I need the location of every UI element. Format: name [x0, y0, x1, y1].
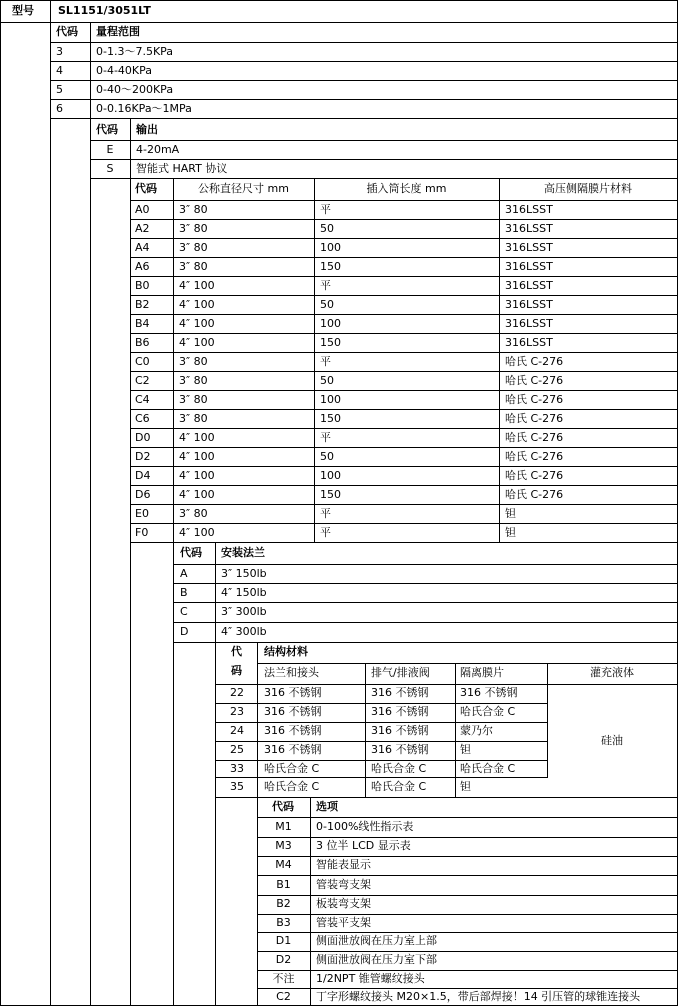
grid-line	[215, 703, 548, 704]
material-header-flange: 法兰和接头	[264, 666, 319, 679]
diaphragm-code: D4	[135, 469, 151, 482]
grid-line	[130, 523, 678, 524]
flange-code-header: 代码	[180, 546, 202, 559]
material-vent: 316 不锈钢	[371, 686, 429, 699]
diaphragm-diameter: 4″ 100	[179, 317, 215, 330]
grid-line	[130, 371, 678, 372]
diaphragm-code: B4	[135, 317, 150, 330]
diaphragm-length: 150	[320, 488, 341, 501]
output-code: S	[106, 162, 114, 175]
diaphragm-diameter: 3″ 80	[179, 222, 208, 235]
material-flange: 316 不锈钢	[264, 724, 322, 737]
grid-line	[0, 0, 678, 1]
material-diaphragm: 蒙乃尔	[460, 724, 493, 737]
material-vent: 316 不锈钢	[371, 743, 429, 756]
material-vent: 316 不锈钢	[371, 724, 429, 737]
model-value: SL1151/3051LT	[58, 4, 151, 17]
diaphragm-diameter: 3″ 80	[179, 241, 208, 254]
grid-line	[215, 542, 216, 643]
diaphragm-material: 316LSST	[505, 317, 553, 330]
grid-line	[215, 797, 678, 798]
diaphragm-diameter: 4″ 100	[179, 488, 215, 501]
grid-line	[310, 797, 311, 1006]
diaphragm-material: 316LSST	[505, 298, 553, 311]
diaphragm-diameter: 3″ 80	[179, 507, 208, 520]
diaphragm-code: C6	[135, 412, 150, 425]
diaphragm-length: 100	[320, 317, 341, 330]
grid-line	[130, 428, 678, 429]
option-value: 智能表显示	[316, 858, 371, 871]
grid-line	[130, 178, 131, 1006]
diaphragm-diameter: 3″ 80	[179, 393, 208, 406]
diaphragm-diameter: 4″ 100	[179, 298, 215, 311]
grid-line	[257, 856, 678, 857]
output-value: 智能式 HART 协议	[136, 162, 228, 175]
diaphragm-material: 哈氏 C-276	[505, 355, 564, 368]
output-value: 4-20mA	[136, 143, 180, 156]
diaphragm-code: A4	[135, 241, 150, 254]
flange-value: 4″ 150lb	[221, 586, 267, 599]
diaphragm-length: 平	[320, 279, 331, 292]
diaphragm-code: E0	[135, 507, 149, 520]
grid-line	[173, 564, 678, 565]
flange-code: C	[180, 605, 188, 618]
material-vent: 哈氏合金 C	[371, 762, 427, 775]
flange-code: A	[180, 567, 188, 580]
diaphragm-material: 316LSST	[505, 336, 553, 349]
diaphragm-diameter: 3″ 80	[179, 355, 208, 368]
grid-line	[50, 61, 678, 62]
grid-line	[173, 583, 678, 584]
diaphragm-length: 平	[320, 203, 331, 216]
diaphragm-diameter: 3″ 80	[179, 203, 208, 216]
grid-line	[257, 817, 678, 818]
material-fill-value: 硅油	[601, 734, 623, 747]
option-code: C2	[276, 990, 291, 1003]
grid-line	[173, 542, 174, 1006]
grid-line	[90, 118, 91, 1006]
diaphragm-length: 平	[320, 507, 331, 520]
grid-line	[257, 970, 678, 971]
grid-line	[50, 0, 51, 23]
diaphragm-code: D6	[135, 488, 151, 501]
diaphragm-length: 50	[320, 450, 334, 463]
diaphragm-material: 316LSST	[505, 203, 553, 216]
diaphragm-length: 平	[320, 431, 331, 444]
diaphragm-diameter: 3″ 80	[179, 374, 208, 387]
output-code: E	[106, 143, 114, 156]
diaphragm-material: 316LSST	[505, 279, 553, 292]
option-code: 不注	[272, 972, 295, 985]
range-code: 5	[56, 83, 63, 96]
grid-line	[50, 42, 678, 43]
option-value: 管装平支架	[316, 916, 371, 929]
material-title: 结构材料	[264, 645, 308, 658]
diaphragm-material: 哈氏 C-276	[505, 450, 564, 463]
grid-line	[130, 118, 131, 179]
material-code: 35	[230, 780, 244, 793]
grid-line	[215, 760, 548, 761]
flange-value: 3″ 150lb	[221, 567, 267, 580]
diaphragm-diameter: 3″ 80	[179, 412, 208, 425]
option-value: 丁字形螺纹接头 M20×1.5，带后部焊接！14 引压管的球锥连接头	[316, 990, 641, 1003]
material-flange: 316 不锈钢	[264, 705, 322, 718]
option-code-header: 代码	[272, 800, 294, 813]
diaphragm-code: F0	[135, 526, 149, 539]
grid-line	[90, 178, 678, 179]
range-value: 0-40～200KPa	[96, 83, 174, 96]
diaphragm-code: D0	[135, 431, 151, 444]
diaphragm-header-material: 高压侧隔膜片材料	[544, 182, 632, 195]
diaphragm-diameter: 4″ 100	[179, 469, 215, 482]
range-value: 0-4-40KPa	[96, 64, 153, 77]
diaphragm-code: A2	[135, 222, 150, 235]
diaphragm-length: 50	[320, 374, 334, 387]
grid-line	[130, 466, 678, 467]
material-diaphragm: 哈氏合金 C	[460, 705, 516, 718]
grid-line	[130, 257, 678, 258]
material-vent: 316 不锈钢	[371, 705, 429, 718]
material-diaphragm: 哈氏合金 C	[460, 762, 516, 775]
option-code: D1	[275, 934, 292, 947]
grid-line	[499, 178, 500, 543]
grid-line	[130, 219, 678, 220]
diaphragm-code: D2	[135, 450, 151, 463]
diaphragm-code: C2	[135, 374, 150, 387]
output-code-header: 代码	[96, 123, 118, 136]
diaphragm-header-length: 插入筒长度 mm	[366, 182, 447, 195]
diaphragm-header-diameter: 公称直径尺寸 mm	[198, 182, 289, 195]
grid-line	[257, 914, 678, 915]
diaphragm-material: 钽	[505, 526, 516, 539]
material-flange: 316 不锈钢	[264, 743, 322, 756]
option-code: B3	[276, 916, 291, 929]
grid-line	[215, 684, 678, 685]
grid-line	[130, 485, 678, 486]
material-header-fill: 灌充液体	[590, 666, 634, 679]
diaphragm-code: A0	[135, 203, 150, 216]
grid-line	[215, 642, 216, 1006]
grid-line	[90, 140, 678, 141]
diaphragm-code: B0	[135, 279, 150, 292]
grid-line	[90, 159, 678, 160]
diaphragm-length: 100	[320, 393, 341, 406]
diaphragm-length: 50	[320, 222, 334, 235]
grid-line	[314, 178, 315, 543]
diaphragm-diameter: 4″ 100	[179, 526, 215, 539]
material-header-vent: 排气/排液阀	[371, 666, 430, 679]
grid-line	[257, 895, 678, 896]
grid-line	[130, 390, 678, 391]
option-code: M3	[275, 839, 292, 852]
diaphragm-code-header: 代码	[135, 182, 157, 195]
grid-line	[130, 409, 678, 410]
material-code-header-2: 码	[231, 664, 242, 677]
grid-line	[130, 314, 678, 315]
option-value: 侧面泄放阀在压力室下部	[316, 953, 437, 966]
option-code: M1	[275, 820, 292, 833]
diaphragm-material: 哈氏 C-276	[505, 412, 564, 425]
diaphragm-diameter: 3″ 80	[179, 260, 208, 273]
grid-line	[257, 932, 678, 933]
grid-line	[50, 22, 51, 1006]
grid-line	[130, 333, 678, 334]
material-code-header-1: 代	[231, 645, 242, 658]
grid-line	[0, 22, 678, 23]
diaphragm-code: C4	[135, 393, 150, 406]
grid-line	[173, 622, 678, 623]
diaphragm-material: 哈氏 C-276	[505, 488, 564, 501]
material-code: 25	[230, 743, 244, 756]
option-code: B2	[276, 897, 291, 910]
diaphragm-code: B6	[135, 336, 150, 349]
option-title: 选项	[316, 800, 338, 813]
flange-title: 安装法兰	[221, 546, 265, 559]
grid-line	[215, 722, 548, 723]
material-header-diaphragm: 隔离膜片	[460, 666, 504, 679]
grid-line	[50, 99, 678, 100]
option-value: 侧面泄放阀在压力室上部	[316, 934, 437, 947]
grid-line	[257, 663, 678, 664]
diaphragm-material: 哈氏 C-276	[505, 393, 564, 406]
diaphragm-material: 钽	[505, 507, 516, 520]
diaphragm-length: 150	[320, 412, 341, 425]
grid-line	[130, 200, 678, 201]
grid-line	[130, 295, 678, 296]
grid-line	[173, 178, 174, 543]
diaphragm-length: 150	[320, 336, 341, 349]
diaphragm-material: 哈氏 C-276	[505, 469, 564, 482]
grid-line	[50, 80, 678, 81]
model-label: 型号	[12, 4, 34, 17]
material-flange: 316 不锈钢	[264, 686, 322, 699]
material-diaphragm: 钽	[460, 780, 471, 793]
grid-line	[257, 642, 258, 798]
diaphragm-length: 50	[320, 298, 334, 311]
diaphragm-length: 150	[320, 260, 341, 273]
grid-line	[215, 777, 548, 778]
diaphragm-material: 316LSST	[505, 222, 553, 235]
grid-line	[173, 642, 678, 643]
option-code: M4	[275, 858, 292, 871]
diaphragm-diameter: 4″ 100	[179, 450, 215, 463]
material-flange: 哈氏合金 C	[264, 780, 320, 793]
grid-line	[130, 447, 678, 448]
output-title: 输出	[136, 123, 158, 136]
grid-line	[257, 951, 678, 952]
option-value: 0-100%线性指示表	[316, 820, 414, 833]
material-diaphragm: 316 不锈钢	[460, 686, 518, 699]
flange-code: D	[180, 625, 189, 638]
grid-line	[257, 837, 678, 838]
range-code: 4	[56, 64, 63, 77]
diaphragm-length: 平	[320, 526, 331, 539]
range-value: 0-0.16KPa～1MPa	[96, 102, 192, 115]
range-value: 0-1.3～7.5KPa	[96, 45, 174, 58]
range-code: 6	[56, 102, 63, 115]
material-code: 22	[230, 686, 244, 699]
flange-value: 3″ 300lb	[221, 605, 267, 618]
grid-line	[50, 118, 678, 119]
flange-value: 4″ 300lb	[221, 625, 267, 638]
option-code: B1	[276, 878, 291, 891]
material-code: 23	[230, 705, 244, 718]
diaphragm-material: 316LSST	[505, 260, 553, 273]
material-code: 33	[230, 762, 244, 775]
diaphragm-length: 100	[320, 241, 341, 254]
diaphragm-code: A6	[135, 260, 150, 273]
material-flange: 哈氏合金 C	[264, 762, 320, 775]
grid-line	[130, 504, 678, 505]
diaphragm-material: 哈氏 C-276	[505, 431, 564, 444]
diaphragm-material: 316LSST	[505, 241, 553, 254]
diaphragm-code: B2	[135, 298, 150, 311]
grid-line	[257, 988, 678, 989]
diaphragm-material: 哈氏 C-276	[505, 374, 564, 387]
material-code: 24	[230, 724, 244, 737]
range-code-header: 代码	[56, 25, 78, 38]
option-code: D2	[275, 953, 292, 966]
grid-line	[130, 238, 678, 239]
diaphragm-code: C0	[135, 355, 150, 368]
grid-line	[215, 741, 548, 742]
grid-line	[130, 542, 678, 543]
diaphragm-diameter: 4″ 100	[179, 336, 215, 349]
option-value: 3 位半 LCD 显示表	[316, 839, 411, 852]
diaphragm-diameter: 4″ 100	[179, 279, 215, 292]
diaphragm-length: 100	[320, 469, 341, 482]
option-value: 1/2NPT 锥管螺纹接头	[316, 972, 425, 985]
grid-line	[173, 602, 678, 603]
grid-line	[130, 276, 678, 277]
material-vent: 哈氏合金 C	[371, 780, 427, 793]
grid-line	[90, 22, 91, 121]
option-value: 板装弯支架	[316, 897, 371, 910]
flange-code: B	[180, 586, 188, 599]
material-diaphragm: 钽	[460, 743, 471, 756]
option-value: 管装弯支架	[316, 878, 371, 891]
grid-line	[130, 352, 678, 353]
grid-line	[0, 0, 1, 1006]
diaphragm-diameter: 4″ 100	[179, 431, 215, 444]
grid-line	[257, 875, 678, 876]
diaphragm-length: 平	[320, 355, 331, 368]
range-title: 量程范围	[96, 25, 140, 38]
range-code: 3	[56, 45, 63, 58]
